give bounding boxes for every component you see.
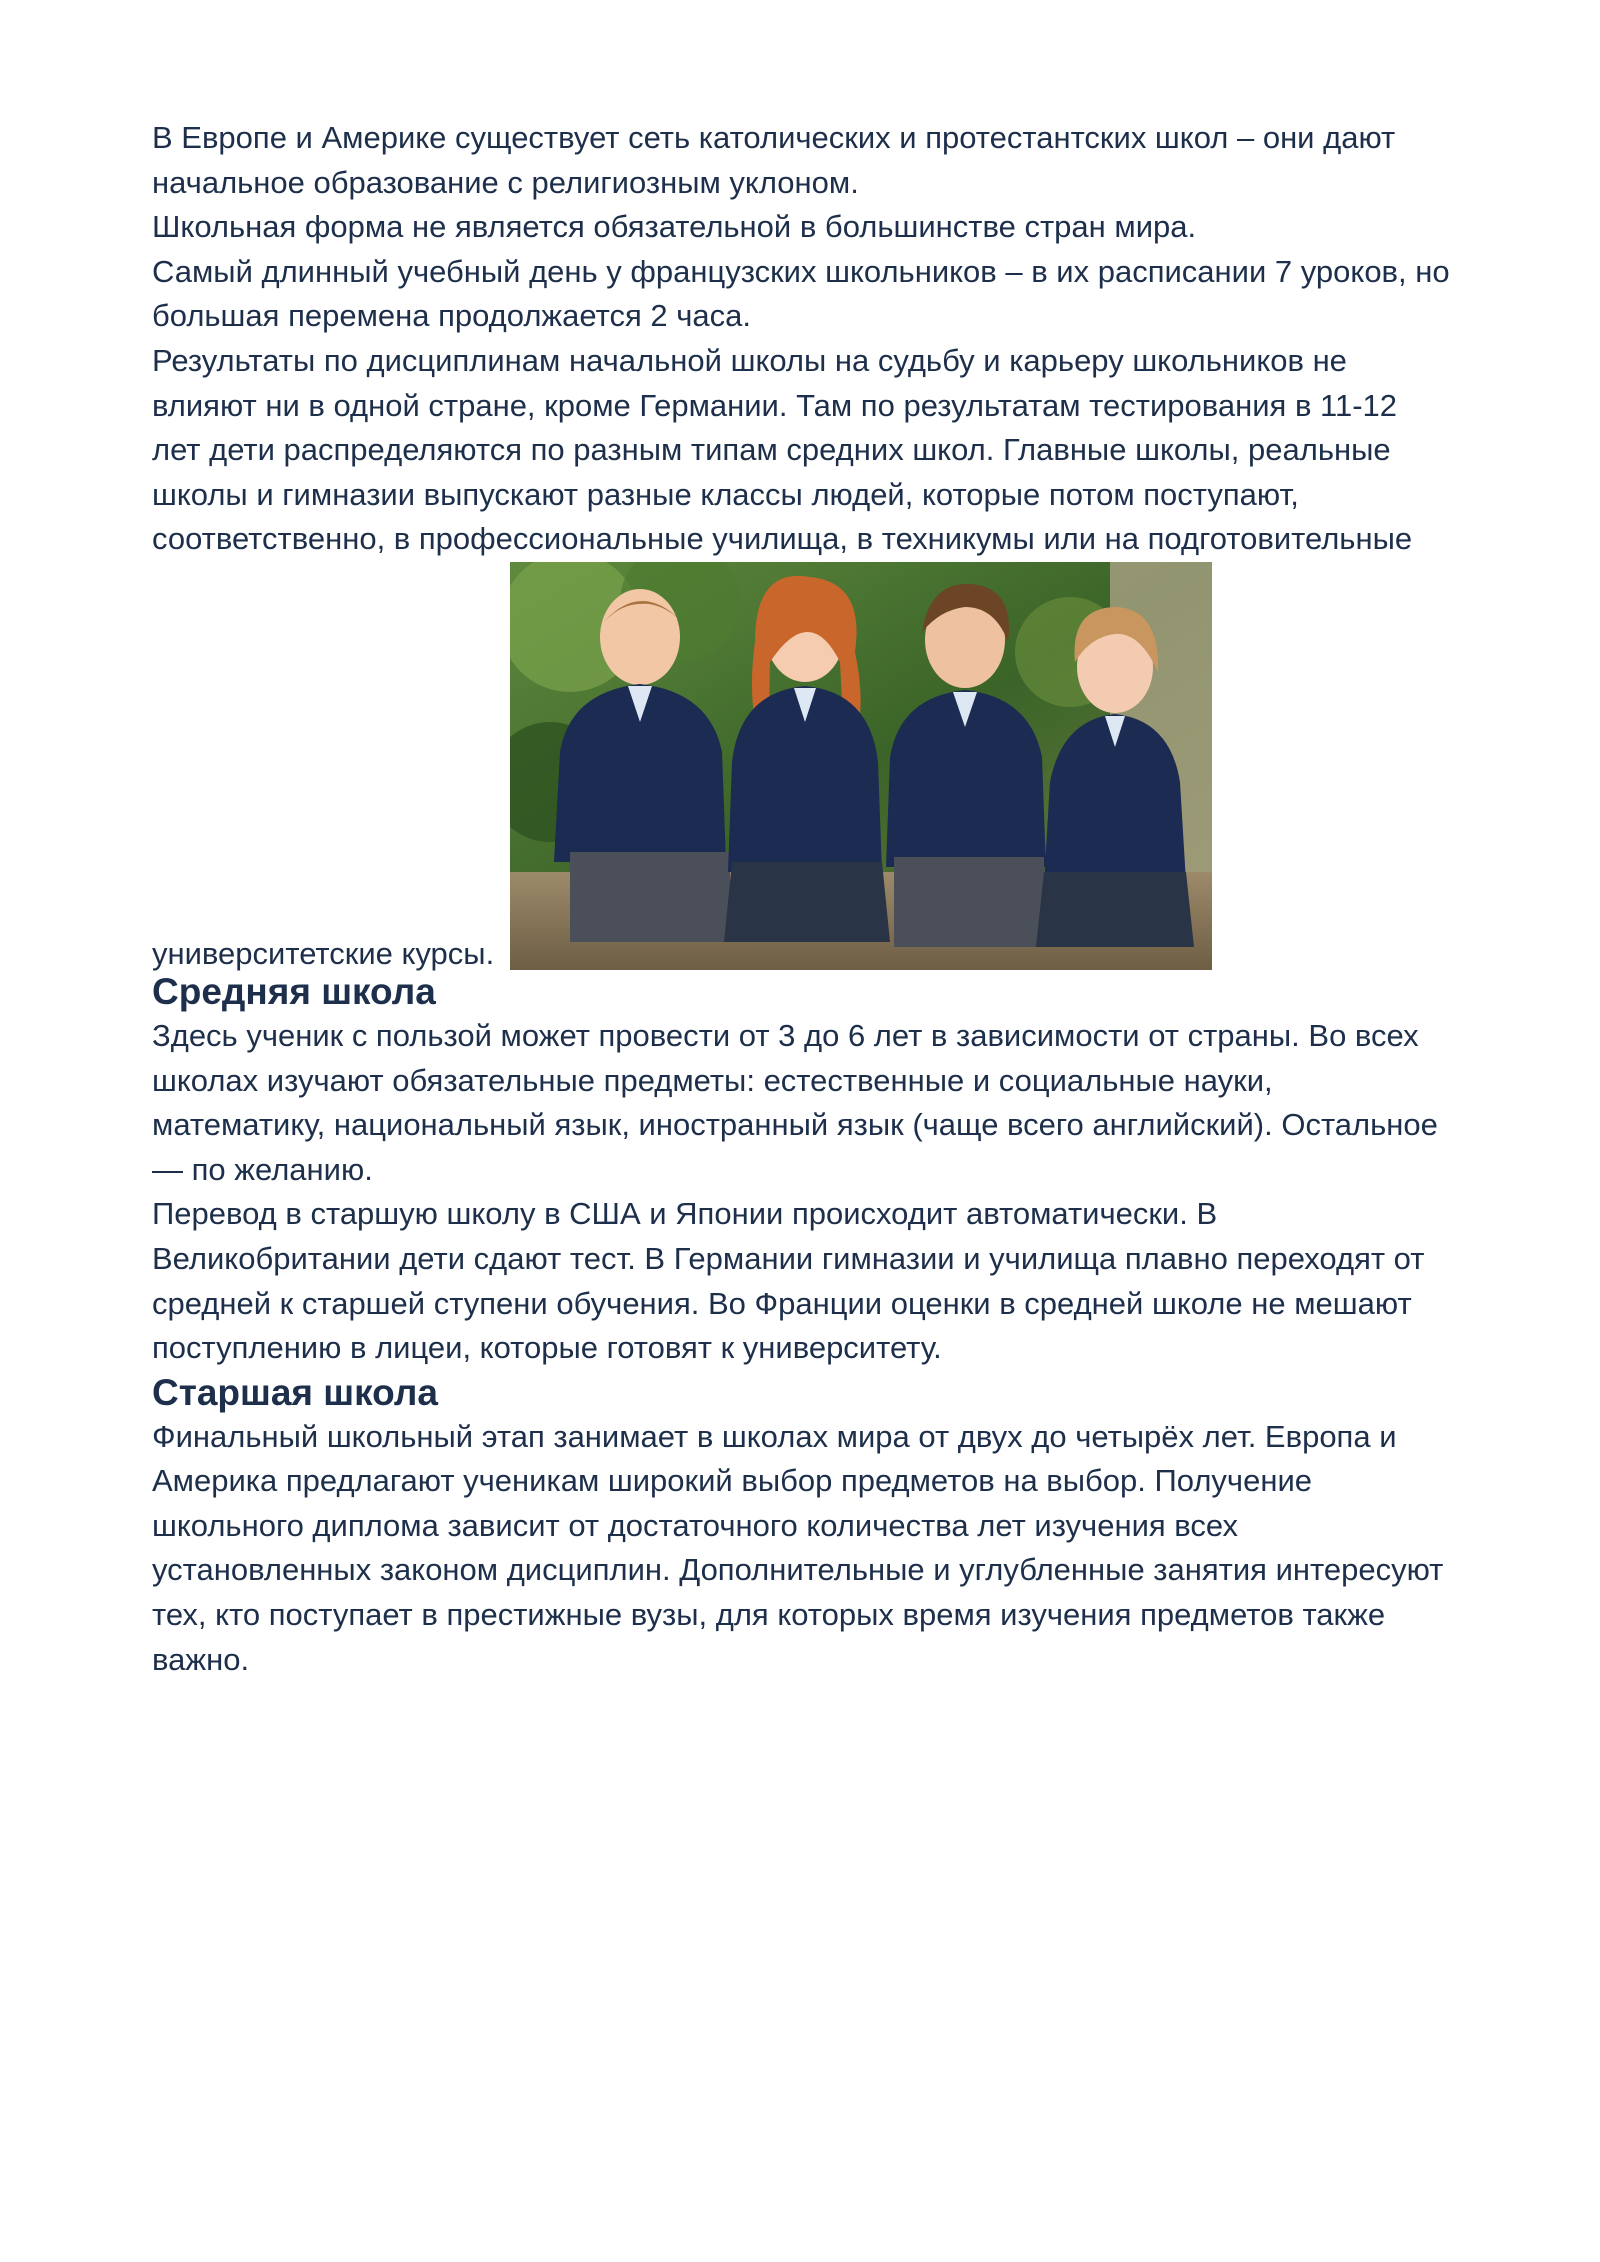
text-line: Самый длинный учебный день у французских школьников – в их расписании 7 уроков, но — [152, 253, 1450, 289]
text-line: Здесь ученик с пользой может провести от 3 до 6 лет в зависимости от страны. Во всех — [152, 1017, 1419, 1053]
photo-row — [152, 562, 1512, 970]
text-line: Перевод в старшую школу в США и Японии происходит автоматически. В — [152, 1196, 1218, 1232]
text-line: установленных законом дисциплин. Дополнительные и углубленные занятия интересуют — [152, 1552, 1444, 1588]
text-line: важно. — [152, 1641, 250, 1677]
text-line: поступлению в лицеи, которые готовят к университету. — [152, 1330, 942, 1366]
text-line: — по желанию. — [152, 1151, 373, 1187]
text-line: Великобритании дети сдают тест. В Германии гимназии и училища плавно переходят от — [152, 1240, 1425, 1276]
text-line: школы и гимназии выпускают разные классы людей, которые потом поступают, — [152, 476, 1299, 512]
text-line: Школьная форма не является обязательной в большинстве стран мира. — [152, 209, 1197, 245]
paragraph-primary-results — [152, 339, 1512, 562]
paragraph-catholic-schools — [152, 116, 1512, 205]
text-line: большая перемена продолжается 2 часа. — [152, 298, 751, 334]
text-line: лет дети распределяются по разным типам средних школ. Главные школы, реальные — [152, 432, 1391, 468]
text-line: Финальный школьный этап занимает в школах мира от двух до четырёх лет. Европа и — [152, 1418, 1397, 1454]
paragraph-middle-school-subjects — [152, 1014, 1512, 1192]
text-line: В Европе и Америке существует сеть католических и протестантских школ – они дают — [152, 120, 1396, 155]
heading-high-school: Старшая школа — [152, 1371, 438, 1413]
text-line: тех, кто поступает в престижные вузы, для которых время изучения предметов также — [152, 1597, 1386, 1633]
text-line: школьного диплома зависит от достаточного количества лет изучения всех — [152, 1507, 1238, 1543]
paragraph-transfer — [152, 1192, 1512, 1370]
text-line: математику, национальный язык, иностранный язык (чаще всего английский). Остальное — [152, 1107, 1438, 1143]
heading-middle-school: Средняя школа — [152, 970, 436, 1012]
text-line: начальное образование с религиозным уклоном. — [152, 164, 859, 200]
document-page — [152, 116, 1512, 1682]
text-line: Результаты по дисциплинам начальной школы на судьбу и карьеру школьников не — [152, 342, 1347, 378]
text-line: школах изучают обязательные предметы: естественные и социальные науки, — [152, 1062, 1273, 1098]
paragraph-tail-text: университетские курсы. — [152, 935, 495, 971]
text-line: влияют ни в одной стране, кроме Германии. Там по результатам тестирования в 11-12 — [152, 387, 1398, 423]
text-line: соответственно, в профессиональные училища, в техникумы или на подготовительные — [152, 521, 1413, 557]
text-line: Америка предлагают ученикам широкий выбор предметов на выбор. Получение — [152, 1463, 1313, 1499]
paragraph-high-school — [152, 1415, 1512, 1683]
text-line: средней к старшей ступени обучения. Во Франции оценки в средней школе не мешают — [152, 1285, 1412, 1321]
students-photo — [510, 562, 1212, 970]
paragraph-french-school-day — [152, 250, 1512, 339]
paragraph-school-uniform — [152, 205, 1512, 250]
